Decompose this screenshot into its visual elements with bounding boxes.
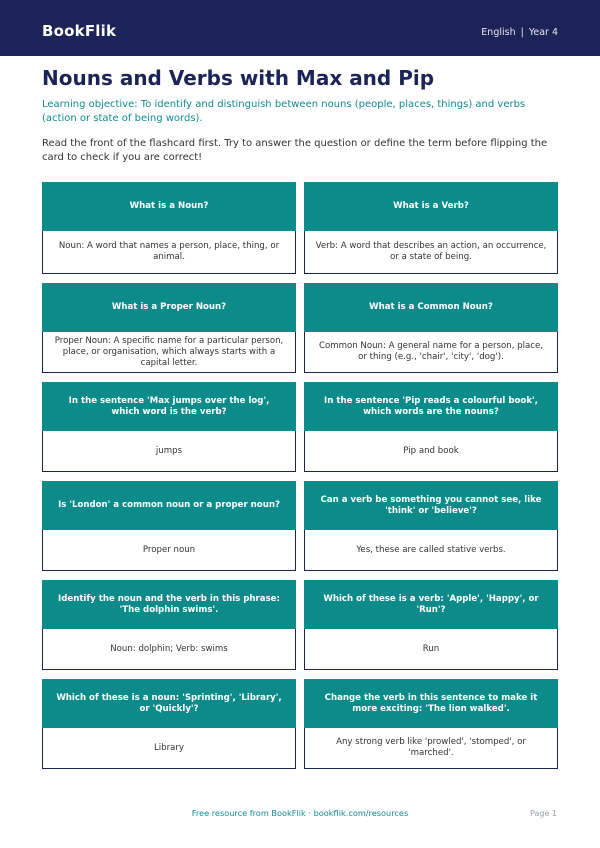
flashcard[interactable] — [42, 481, 296, 571]
flashcard-grid — [42, 182, 558, 778]
instructions: Read the front of the flashcard first. Try to answer the question or define the term before flipping the card to check if you are correct! — [42, 138, 548, 163]
flashcard-back: Verb: A word that describes an action, an occurrence, or a state of being. — [304, 231, 558, 274]
flashcard-front[interactable]: What is a Common Noun? — [304, 283, 558, 332]
flashcard-front[interactable]: Can a verb be something you cannot see, like 'think' or 'believe'? — [304, 481, 558, 530]
meta-separator: | — [520, 27, 524, 38]
flashcard-front[interactable]: What is a Noun? — [42, 182, 296, 231]
flashcard[interactable] — [304, 382, 558, 472]
flashcard-back: Yes, these are called stative verbs. — [304, 530, 558, 571]
page-number: Page 1 — [530, 809, 557, 818]
flashcard-back: Noun: A word that names a person, place, thing, or animal. — [42, 231, 296, 274]
language-label: English — [481, 27, 516, 38]
flashcard[interactable] — [42, 283, 296, 373]
flashcard-front[interactable]: What is a Verb? — [304, 182, 558, 231]
flashcard-back: Proper Noun: A specific name for a particular person, place, or organisation, which always starts with a capital letter. — [42, 332, 296, 373]
year-label: Year 4 — [528, 27, 558, 38]
flashcard-front[interactable]: What is a Proper Noun? — [42, 283, 296, 332]
flashcard[interactable] — [42, 679, 296, 769]
page-title: Nouns and Verbs with Max and Pip — [42, 66, 435, 90]
flashcard[interactable] — [304, 679, 558, 769]
flashcard-back: jumps — [42, 431, 296, 472]
flashcard-back: Pip and book — [304, 431, 558, 472]
flashcard-row — [42, 182, 558, 274]
flashcard-row — [42, 679, 558, 769]
flashcard-front[interactable]: Identify the noun and the verb in this phrase: 'The dolphin swims'. — [42, 580, 296, 629]
flashcard-front[interactable]: Is 'London' a common noun or a proper noun? — [42, 481, 296, 530]
header-bar — [0, 0, 600, 56]
flashcard-back: Library — [42, 728, 296, 769]
flashcard[interactable] — [304, 580, 558, 670]
flashcard-front[interactable]: Which of these is a verb: 'Apple', 'Happy', or 'Run'? — [304, 580, 558, 629]
flashcard-back: Common Noun: A general name for a person, place, or thing (e.g., 'chair', 'city', 'dog'). — [304, 332, 558, 373]
flashcard[interactable] — [304, 182, 558, 274]
flashcard-back: Any strong verb like 'prowled', 'stomped', or 'marched'. — [304, 728, 558, 769]
flashcard[interactable] — [42, 382, 296, 472]
flashcard-front[interactable]: Which of these is a noun: 'Sprinting', 'Library', or 'Quickly'? — [42, 679, 296, 728]
flashcard-front[interactable]: In the sentence 'Max jumps over the log', which word is the verb? — [42, 382, 296, 431]
flashcard[interactable] — [42, 580, 296, 670]
flashcard-front[interactable]: In the sentence 'Pip reads a colourful book', which words are the nouns? — [304, 382, 558, 431]
flashcard-row — [42, 580, 558, 670]
flashcard-back: Proper noun — [42, 530, 296, 571]
flashcard-back: Run — [304, 629, 558, 670]
brand-logo[interactable]: BookFlik — [42, 22, 117, 40]
flashcard-row — [42, 283, 558, 373]
flashcard-row — [42, 382, 558, 472]
flashcard-front[interactable]: Change the verb in this sentence to make it more exciting: 'The lion walked'. — [304, 679, 558, 728]
flashcard-row — [42, 481, 558, 571]
learning-objective: Learning objective: To identify and distinguish between nouns (people, places, things) and verbs (action or state of being words). — [42, 99, 526, 124]
flashcard[interactable] — [42, 182, 296, 274]
flashcard-back: Noun: dolphin; Verb: swims — [42, 629, 296, 670]
flashcard[interactable] — [304, 283, 558, 373]
footer-credit[interactable]: Free resource from BookFlik · bookflik.com/resources — [191, 808, 409, 818]
flashcard[interactable] — [304, 481, 558, 571]
header-meta — [481, 27, 558, 38]
